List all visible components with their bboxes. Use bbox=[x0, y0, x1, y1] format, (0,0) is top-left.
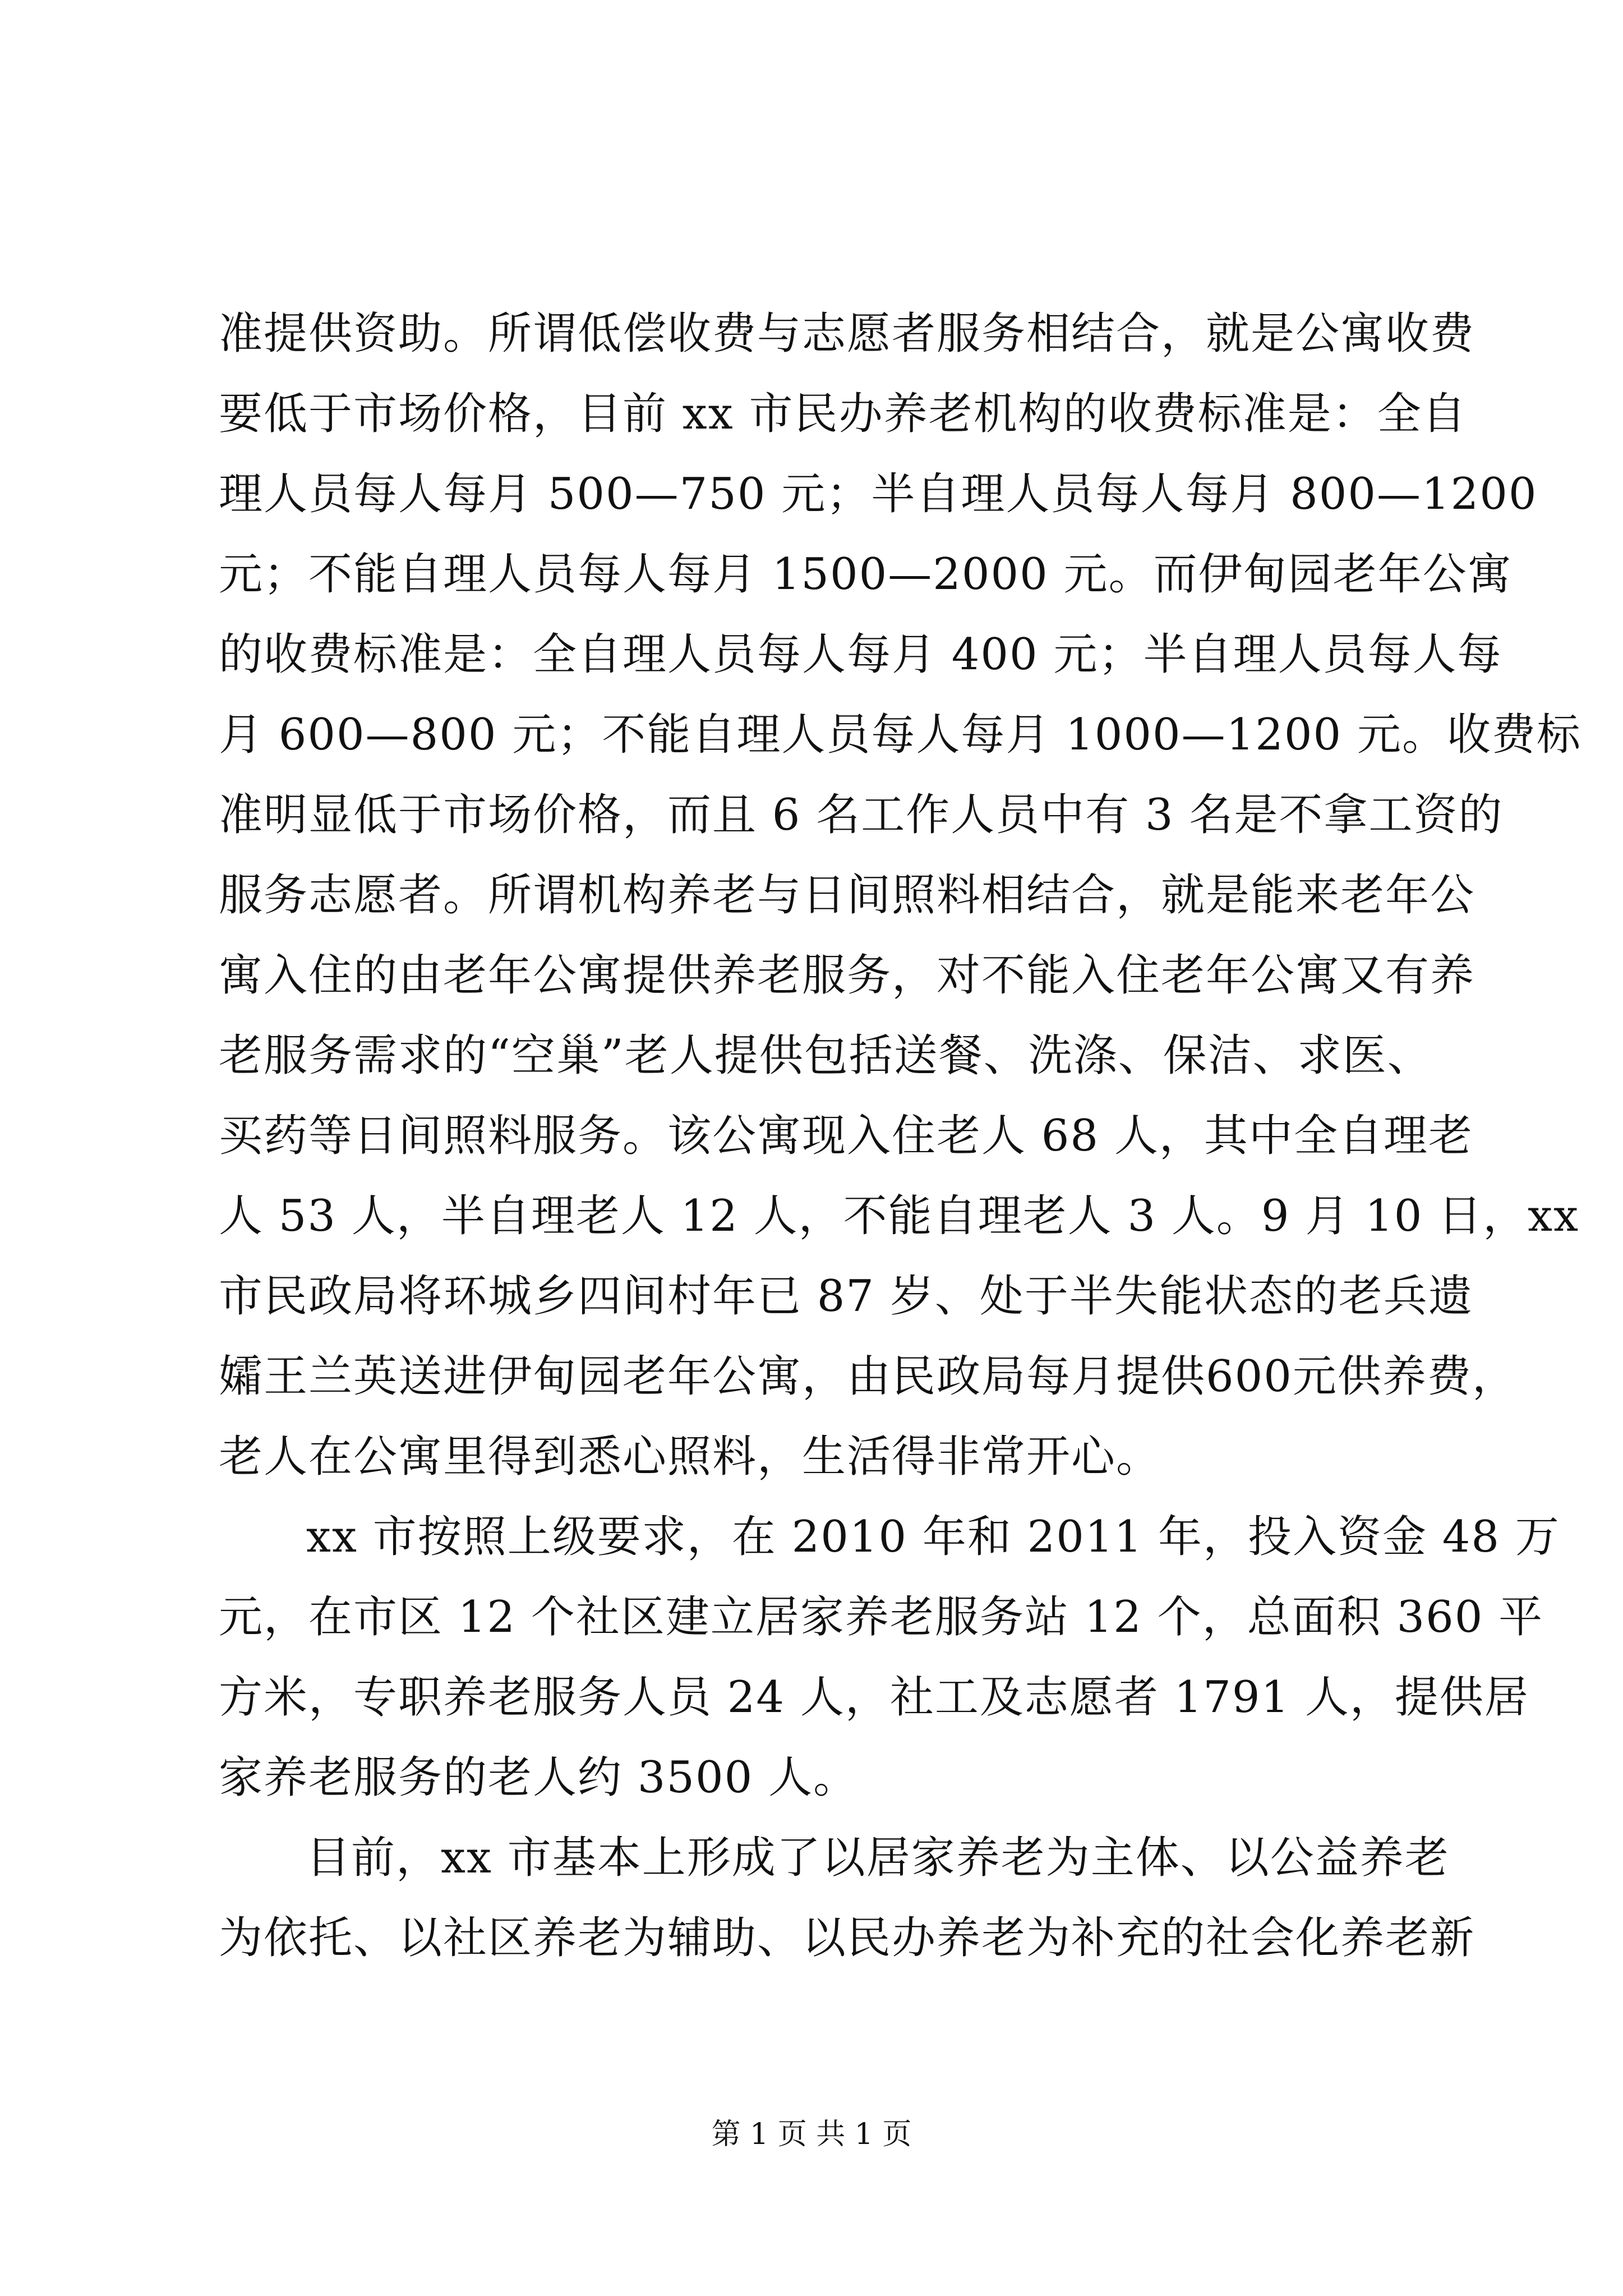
page-footer: 第 1 页 共 1 页 bbox=[711, 2118, 912, 2151]
text-line: 要低于市场价格，目前 xx 市民办养老机构的收费标准是：全自 bbox=[219, 389, 1467, 439]
text-line: 老服务需求的“空巢”老人提供包括送餐、洗涤、保洁、求医、 bbox=[219, 1030, 1432, 1081]
text-line: 的收费标准是：全自理人员每人每月 400 元；半自理人员每人每 bbox=[219, 629, 1502, 680]
text-line: 买药等日间照料服务。该公寓现入住老人 68 人，其中全自理老 bbox=[219, 1111, 1473, 1161]
text-line: 家养老服务的老人约 3500 人。 bbox=[219, 1752, 859, 1803]
text-line: 为依托、以社区养老为辅助、以民办养老为补充的社会化养老新 bbox=[219, 1913, 1476, 1963]
text-line: 月 600—800 元；不能自理人员每人每月 1000—1200 元。收费标 bbox=[219, 710, 1581, 760]
text-line: 理人员每人每月 500—750 元；半自理人员每人每月 800—1200 bbox=[219, 469, 1538, 519]
text-line: 准明显低于市场价格，而且 6 名工作人员中有 3 名是不拿工资的 bbox=[219, 790, 1504, 840]
text-line: 服务志愿者。所谓机构养老与日间照料相结合，就是能来老年公 bbox=[219, 870, 1476, 921]
text-line: 准提供资助。所谓低偿收费与志愿者服务相结合，就是公寓收费 bbox=[219, 309, 1476, 359]
text-line: 寓入住的由老年公寓提供养老服务，对不能入住老年公寓又有养 bbox=[219, 950, 1476, 1001]
text-line: 目前，xx 市基本上形成了以居家养老为主体、以公益养老 bbox=[306, 1833, 1450, 1883]
text-line: 市民政局将环城乡四间村年已 87 岁、处于半失能状态的老兵遗 bbox=[219, 1271, 1473, 1322]
text-line: 孀王兰英送进伊甸园老年公寓，由民政局每月提供600元供养费， bbox=[219, 1351, 1517, 1402]
text-line: 方米，专职养老服务人员 24 人，社工及志愿者 1791 人，提供居 bbox=[219, 1672, 1529, 1723]
text-line: 元，在市区 12 个社区建立居家养老服务站 12 个，总面积 360 平 bbox=[219, 1592, 1544, 1642]
text-line: 人 53 人，半自理老人 12 人，不能自理老人 3 人。9 月 10 日，xx bbox=[219, 1191, 1580, 1241]
text-line: 老人在公寓里得到悉心照料，生活得非常开心。 bbox=[219, 1432, 1161, 1482]
text-line: xx 市按照上级要求，在 2010 年和 2011 年，投入资金 48 万 bbox=[306, 1512, 1560, 1562]
text-line: 元；不能自理人员每人每月 1500—2000 元。而伊甸园老年公寓 bbox=[219, 549, 1513, 600]
